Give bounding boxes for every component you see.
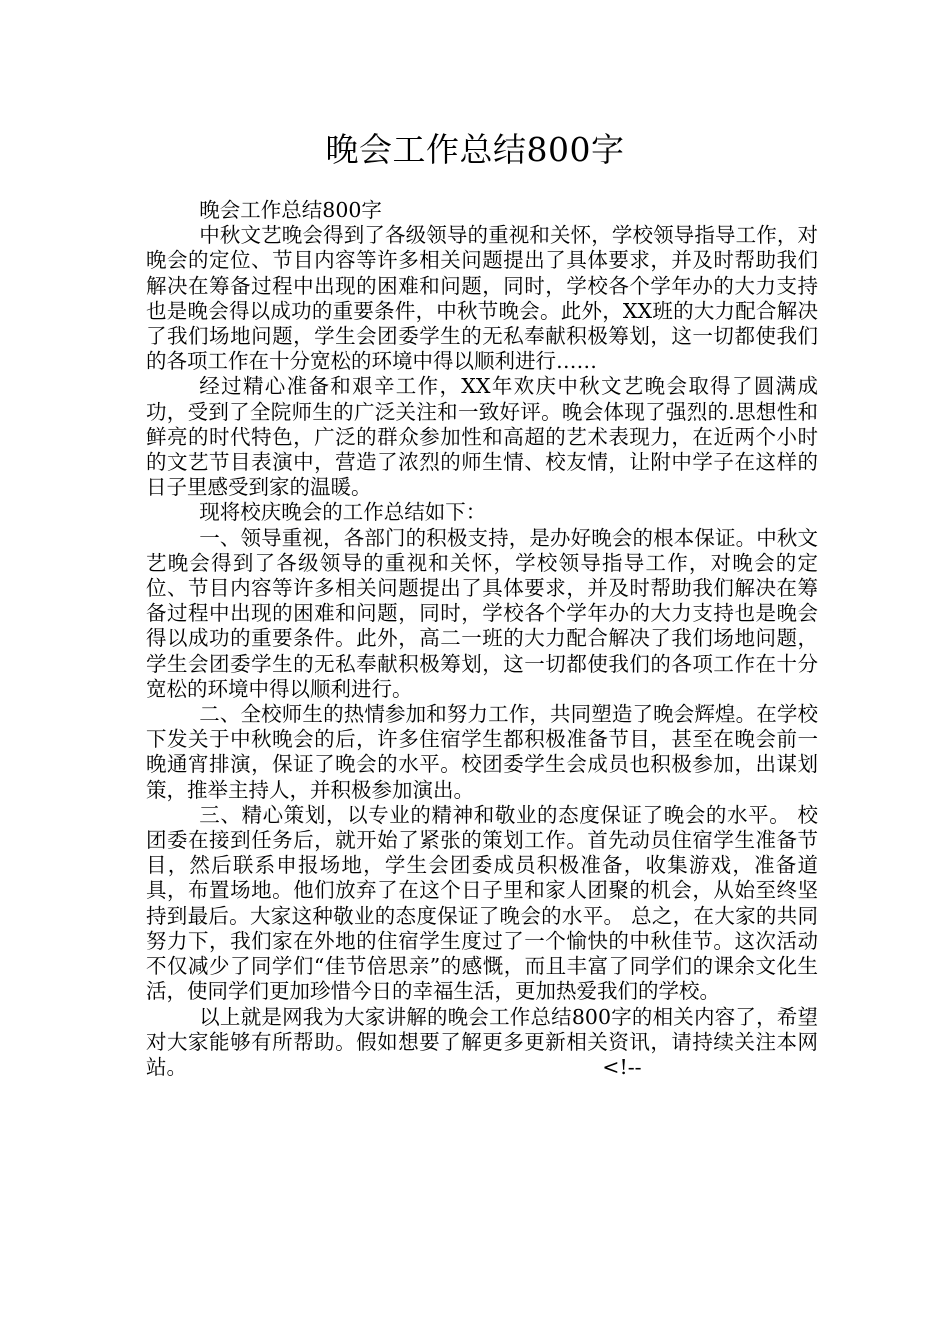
subtitle-paragraph: 晚会工作总结800字 (199, 198, 382, 222)
intro-paragraph: 中秋文艺晚会得到了各级领导的重视和关怀，学校领导指导工作，对晚会的定位、节目内容等许多相关问题提出了具体要求，并及时帮助我们解决在筹备过程中出现的困难和问题，同时，学校各个学年办的大力支持也是晚会得以成功的重要条件，中秋节晚会。此外，XX班的大力配合解决了我们场地问题，学生会团委学生的无私奉献积极筹划，这一切都使我们的各项工作在十分宽松的环境中得以顺利进行…… (146, 223, 818, 374)
trailing-fragment: <!-- (602, 1054, 642, 1079)
section-two-paragraph: 二、全校师生的热情参加和努力工作，共同塑造了晚会辉煌。在学校下发关于中秋晚会的后，许多住宿学生都积极准备节目，甚至在晚会前一晚通宵排演，保证了晚会的水平。校团委学生会成员也积极参加，出谋划策，推举主持人，并积极参加演出。 (146, 702, 818, 802)
section-one-paragraph: 一、领导重视，各部门的积极支持，是办好晚会的根本保证。中秋文艺晚会得到了各级领导的重视和关怀，学校领导指导工作，对晚会的定位、节目内容等许多相关问题提出了具体要求，并及时帮助我们解决在筹备过程中出现的困难和问题，同时，学校各个学年办的大力支持也是晚会得以成功的重要条件。此外，高二一班的大力配合解决了我们场地问题，学生会团委学生的无私奉献积极筹划，这一切都使我们的各项工作在十分宽松的环境中得以顺利进行。 (146, 525, 818, 701)
closing-paragraph (146, 1005, 818, 1081)
summary-intro-paragraph: 现将校庆晚会的工作总结如下： (199, 500, 487, 525)
section-three-paragraph: 三、精心策划，以专业的精神和敬业的态度保证了晚会的水平。 校团委在接到任务后，就开始了紧张的策划工作。首先动员住宿学生准备节目，然后联系申报场地，学生会团委成员积极准备，收集游戏，准备道具，布置场地。他们放弃了在这个日子里和家人团聚的机会，从始至终坚持到最后。大家这种敬业的态度保证了晚会的水平。 总之，在大家的共同努力下，我们家在外地的住宿学生度过了一个愉快的中秋佳节。这次活动不仅减少了同学们“佳节倍思亲”的感慨，而且丰富了同学们的课余文化生活，使同学们更加珍惜今日的幸福生活，更加热爱我们的学校。 (146, 802, 818, 1004)
closing-text: 以上就是网我为大家讲解的晚会工作总结800字的相关内容了，希望对大家能够有所帮助。假如想要了解更多更新相关资讯，请持续关注本网站。 (146, 1004, 818, 1079)
document-body (146, 198, 818, 1080)
document-title: 晚会工作总结800字 (325, 130, 625, 169)
success-paragraph: 经过精心准备和艰辛工作，XX年欢庆中秋文艺晚会取得了圆满成功，受到了全院师生的广泛关注和一致好评。晚会体现了强烈的.思想性和鲜亮的时代特色，广泛的群众参加性和高超的艺术表现力，在近两个小时的文艺节目表演中，营造了浓烈的师生情、校友情，让附中学子在这样的日子里感受到家的温暖。 (146, 374, 818, 500)
